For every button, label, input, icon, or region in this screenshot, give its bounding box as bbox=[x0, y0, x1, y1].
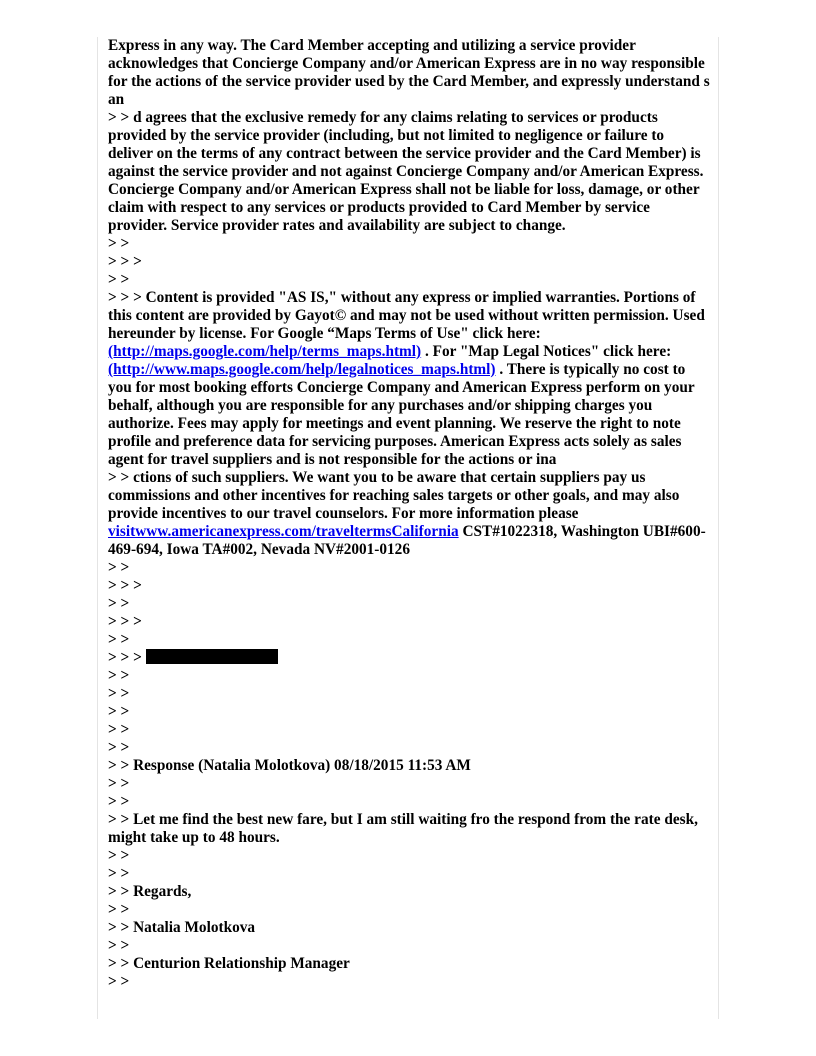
quote-marker: > > > bbox=[108, 577, 142, 594]
redaction-bar bbox=[146, 649, 278, 664]
quote-marker: > > bbox=[108, 739, 130, 756]
quote-marker: > > bbox=[108, 595, 130, 612]
sender-title: > > Centurion Relationship Manager bbox=[108, 955, 350, 972]
email-body bbox=[108, 37, 710, 991]
quote-marker: > > bbox=[108, 865, 130, 882]
disclaimer-paragraph: > > d agrees that the exclusive remedy for any claims relating to services or products provided by the service provider (including, but not limited to negligence or failure to deliver on the terms of any contract between the service provider and the Card Member) is against the service provider and not against Concierge Company and/or American Express. Concierge Company and/or American Express shall not be liable for loss, damage, or other claim with respect to any services or products provided to Card Member by service provider. Service provider rates and availability are subject to change. bbox=[108, 109, 704, 234]
quote-marker: > > > bbox=[108, 253, 142, 270]
travel-terms-link[interactable]: visitwww.americanexpress.com/traveltermsCalifornia bbox=[108, 523, 459, 540]
signoff: > > Regards, bbox=[108, 883, 192, 900]
quote-marker: > > bbox=[108, 235, 130, 252]
response-message: > > Let me find the best new fare, but I am still waiting fro the respond from the rate desk, might take up to 48 hours. bbox=[108, 811, 698, 846]
quote-marker: > > bbox=[108, 631, 130, 648]
sender-name: > > Natalia Molotkova bbox=[108, 919, 256, 936]
suppliers-disclaimer: > > ctions of such suppliers. We want you to be aware that certain suppliers pay us commissions and other incentives for reaching sales targets or other goals, and may also provide incentives to our travel counselors. For more information please visitwww.americanexpress.com/traveltermsCalifornia CST#1022318, Washington UBI#600-469-694, Iowa TA#002, Nevada NV#2001-0126 bbox=[108, 469, 706, 558]
quote-marker: > > bbox=[108, 937, 130, 954]
quote-marker: > > bbox=[108, 901, 130, 918]
content-disclaimer: > > > Content is provided "AS IS," without any express or implied warranties. Portions of this content are provided by Gayot© and may not be used without written permission. Used hereunder by license. For Google “Maps Terms of Use" click here: (http://maps.google.com/help/terms_maps.html) . For "Map Legal Notices" click here: (http://www.maps.google.com/help/legalnotices_maps.html) . There is typically no cost to you for most booking efforts Concierge Company and American Express perform on your behalf, although you are responsible for any purchases and/or shipping charges you authorize. Fees may apply for meetings and event planning. We reserve the right to note profile and preference data for servicing purposes. American Express acts solely as sales agent for travel suppliers and is not responsible for the actions or ina bbox=[108, 289, 705, 468]
quote-marker: > > > bbox=[108, 649, 710, 667]
maps-terms-link[interactable]: (http://maps.google.com/help/terms_maps.html) bbox=[108, 343, 422, 360]
quote-marker: > > bbox=[108, 667, 130, 684]
quote-marker: > > bbox=[108, 559, 130, 576]
quote-marker: > > bbox=[108, 721, 130, 738]
maps-legal-link[interactable]: (http://www.maps.google.com/help/legalnotices_maps.html) bbox=[108, 361, 496, 378]
quote-marker: > > bbox=[108, 793, 130, 810]
quote-marker: > > bbox=[108, 271, 130, 288]
quote-marker: > > bbox=[108, 973, 130, 990]
disclaimer-paragraph: Express in any way. The Card Member accepting and utilizing a service provider acknowledges that Concierge Company and/or American Express are in no way responsible for the actions of the service provider used by the Card Member, and expressly understand s an bbox=[108, 37, 710, 108]
quote-marker: > > bbox=[108, 685, 130, 702]
quote-marker: > > bbox=[108, 847, 130, 864]
quote-marker: > > > bbox=[108, 613, 142, 630]
quote-marker: > > bbox=[108, 703, 130, 720]
response-header: > > Response (Natalia Molotkova) 08/18/2015 11:53 AM bbox=[108, 757, 471, 774]
quote-marker: > > bbox=[108, 775, 130, 792]
